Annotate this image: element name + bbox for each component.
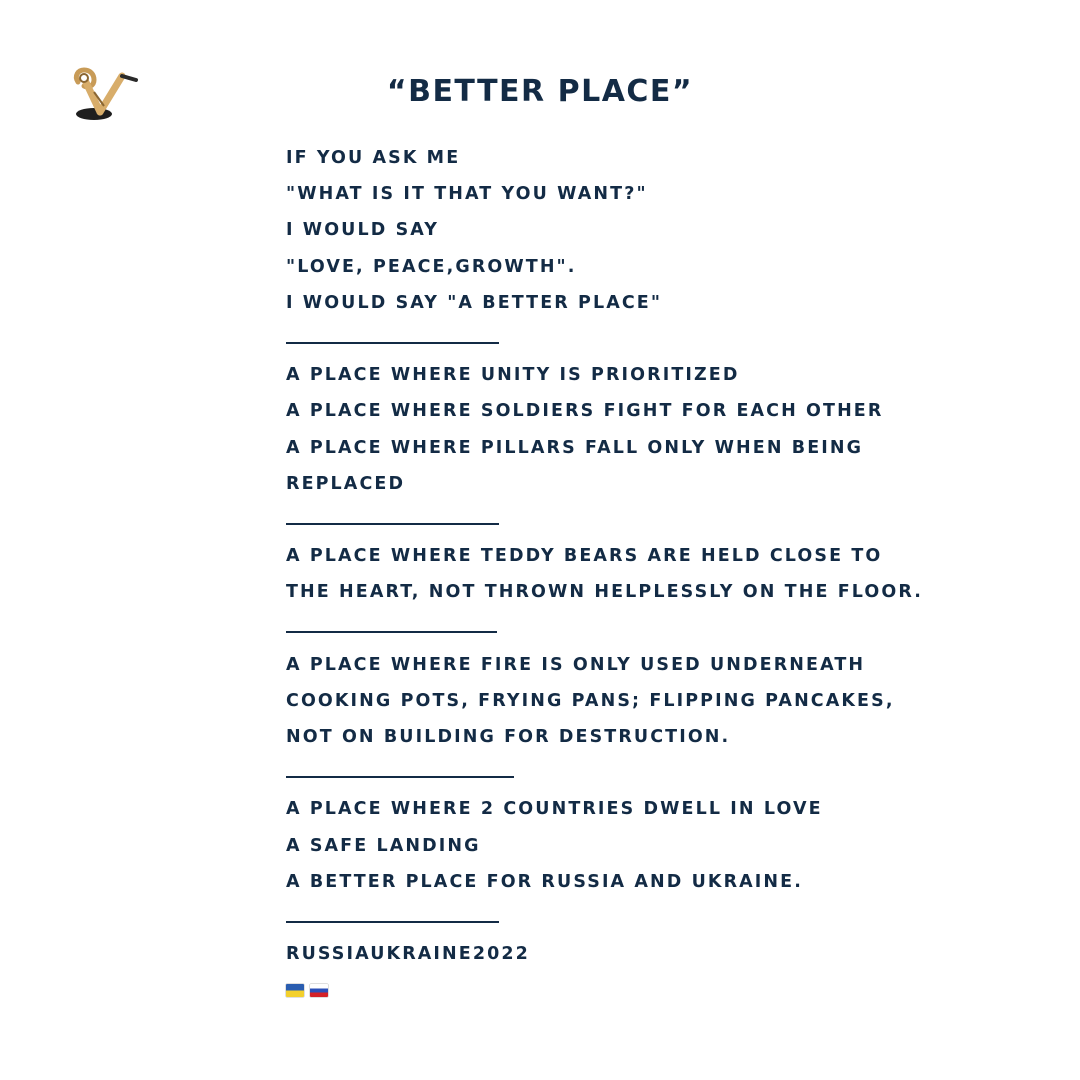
poem-line: I WOULD SAY "A BETTER PLACE" [286, 292, 663, 313]
poem-line: THE HEART, NOT THROWN HELPLESSLY ON THE FLOOR. [286, 582, 923, 603]
poem-line: NOT ON BUILDING FOR DESTRUCTION. [286, 727, 731, 747]
poem-line: IF YOU ASK ME [286, 148, 461, 168]
poem-line: REPLACED [286, 473, 406, 494]
poem-body [286, 140, 926, 1009]
poem-line: A BETTER PLACE FOR RUSSIA AND UKRAINE. [286, 871, 803, 892]
russia-flag-icon [310, 984, 328, 997]
poem-line: "WHAT IS IT THAT YOU WANT?" [286, 184, 648, 205]
poem-line: A PLACE WHERE UNITY IS PRIORITIZED [286, 365, 740, 386]
poem-line: I WOULD SAY [286, 220, 440, 241]
section-divider [286, 755, 926, 791]
poem-line: "LOVE, PEACE,GROWTH". [286, 256, 577, 277]
section-divider [286, 900, 926, 936]
poem-line: A PLACE WHERE 2 COUNTRIES DWELL IN LOVE [286, 799, 823, 820]
section-divider [286, 321, 926, 357]
section-divider [286, 502, 926, 538]
hashtag-line: RUSSIAUKRAINE2022 [286, 944, 530, 965]
flags-line [286, 972, 926, 1008]
poem-line: COOKING POTS, FRYING PANS; FLIPPING PANCAKES, [286, 690, 895, 711]
poem-title: “BETTER PLACE” [386, 74, 694, 109]
poem-line: A SAFE LANDING [286, 835, 481, 856]
section-divider [286, 610, 926, 646]
poem-line: A PLACE WHERE PILLARS FALL ONLY WHEN BEING [286, 437, 864, 458]
poem-line: A PLACE WHERE SOLDIERS FIGHT FOR EACH OTHER [286, 401, 884, 422]
poem-line: A PLACE WHERE FIRE IS ONLY USED UNDERNEATH [286, 654, 866, 675]
ukraine-flag-icon [286, 984, 304, 997]
poem-line: A PLACE WHERE TEDDY BEARS ARE HELD CLOSE TO [286, 546, 883, 567]
